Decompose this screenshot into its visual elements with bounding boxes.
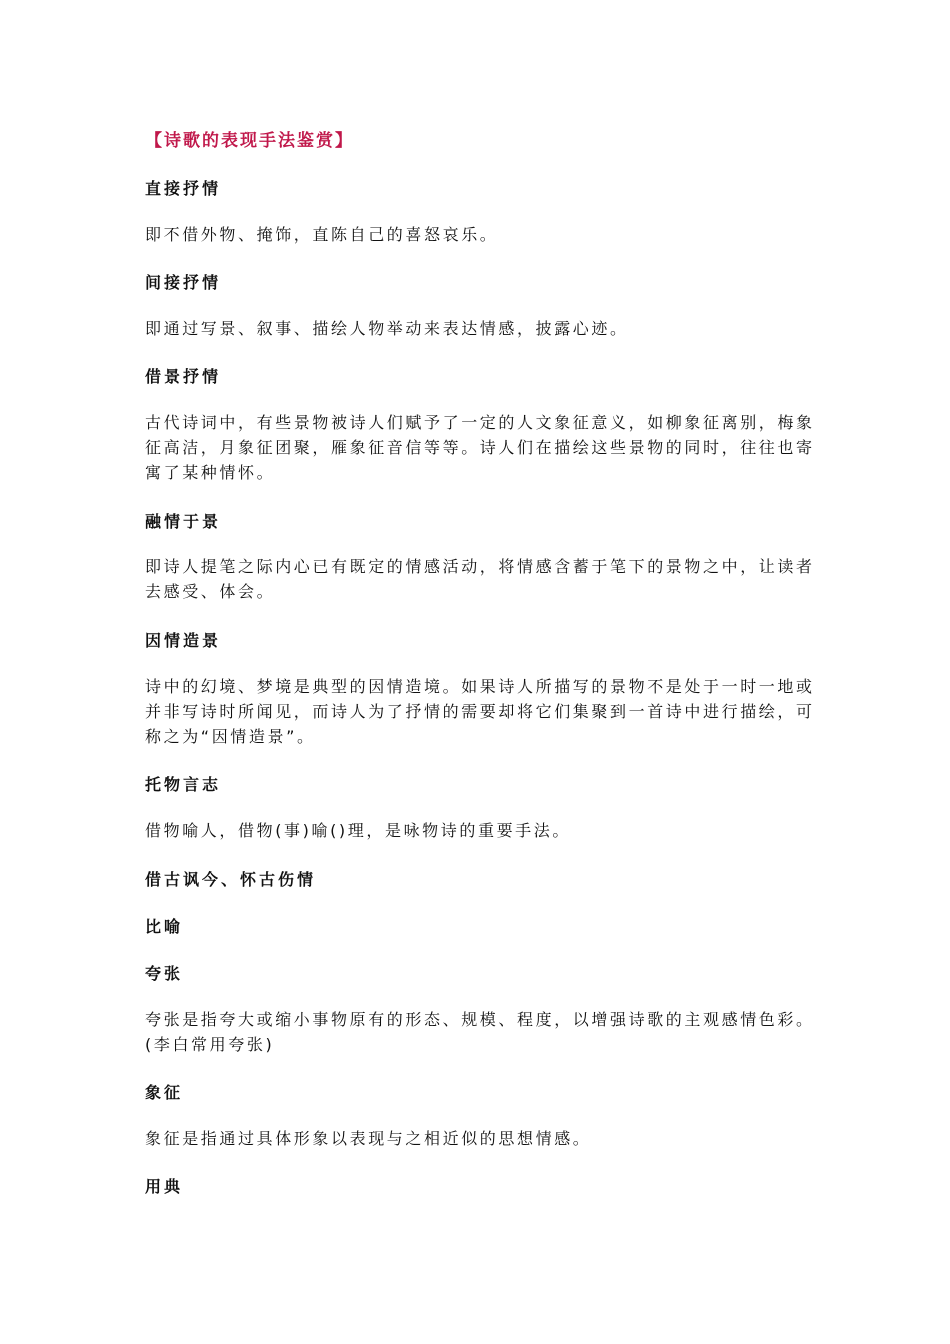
section-heading-indirect-lyric: 间接抒情 <box>145 273 222 292</box>
section-text-emotion-in-scene: 即诗人提笔之际内心已有既定的情感活动，将情感含蓄于笔下的景物之中，让读者去感受、体会。 <box>145 557 815 601</box>
section-text-symbolism: 象征是指通过具体形象以表现与之相近似的思想情感。 <box>145 1129 592 1148</box>
section-heading-direct-lyric: 直接抒情 <box>145 179 222 198</box>
section-text-direct-lyric: 即不借外物、掩饰，直陈自己的喜怒哀乐。 <box>145 225 499 244</box>
section-heading-symbolism: 象征 <box>145 1083 184 1102</box>
section-heading-metaphor: 比喻 <box>145 917 184 936</box>
section-heading-scene-lyric: 借景抒情 <box>145 367 222 386</box>
section-heading-ancient-satire: 借古讽今、怀古伤情 <box>145 870 317 889</box>
section-text-exaggeration: 夸张是指夸大或缩小事物原有的形态、规模、程度，以增强诗歌的主观感情色彩。(李白常用夸张) <box>145 1010 815 1054</box>
section-heading-exaggeration: 夸张 <box>145 964 184 983</box>
section-text-express-through-objects: 借物喻人，借物(事)喻()理，是咏物诗的重要手法。 <box>145 821 571 840</box>
section-heading-allusion: 用典 <box>145 1177 184 1196</box>
section-text-scene-lyric: 古代诗词中，有些景物被诗人们赋予了一定的人文象征意义，如柳象征离别，梅象征高洁，月象征团聚，雁象征音信等等。诗人们在描绘这些景物的同时，往往也寄寓了某种情怀。 <box>145 413 815 482</box>
section-heading-express-through-objects: 托物言志 <box>145 775 222 794</box>
section-heading-scene-from-emotion: 因情造景 <box>145 631 222 650</box>
section-heading-emotion-in-scene: 融情于景 <box>145 512 222 531</box>
section-text-scene-from-emotion: 诗中的幻境、梦境是典型的因情造境。如果诗人所描写的景物不是处于一时一地或并非写诗时所闻见，而诗人为了抒情的需要却将它们集聚到一首诗中进行描绘，可称之为“因情造景”。 <box>145 677 815 746</box>
section-text-indirect-lyric: 即通过写景、叙事、描绘人物举动来表达情感，披露心迹。 <box>145 319 629 338</box>
document-title: 【诗歌的表现手法鉴赏】 <box>145 131 354 151</box>
